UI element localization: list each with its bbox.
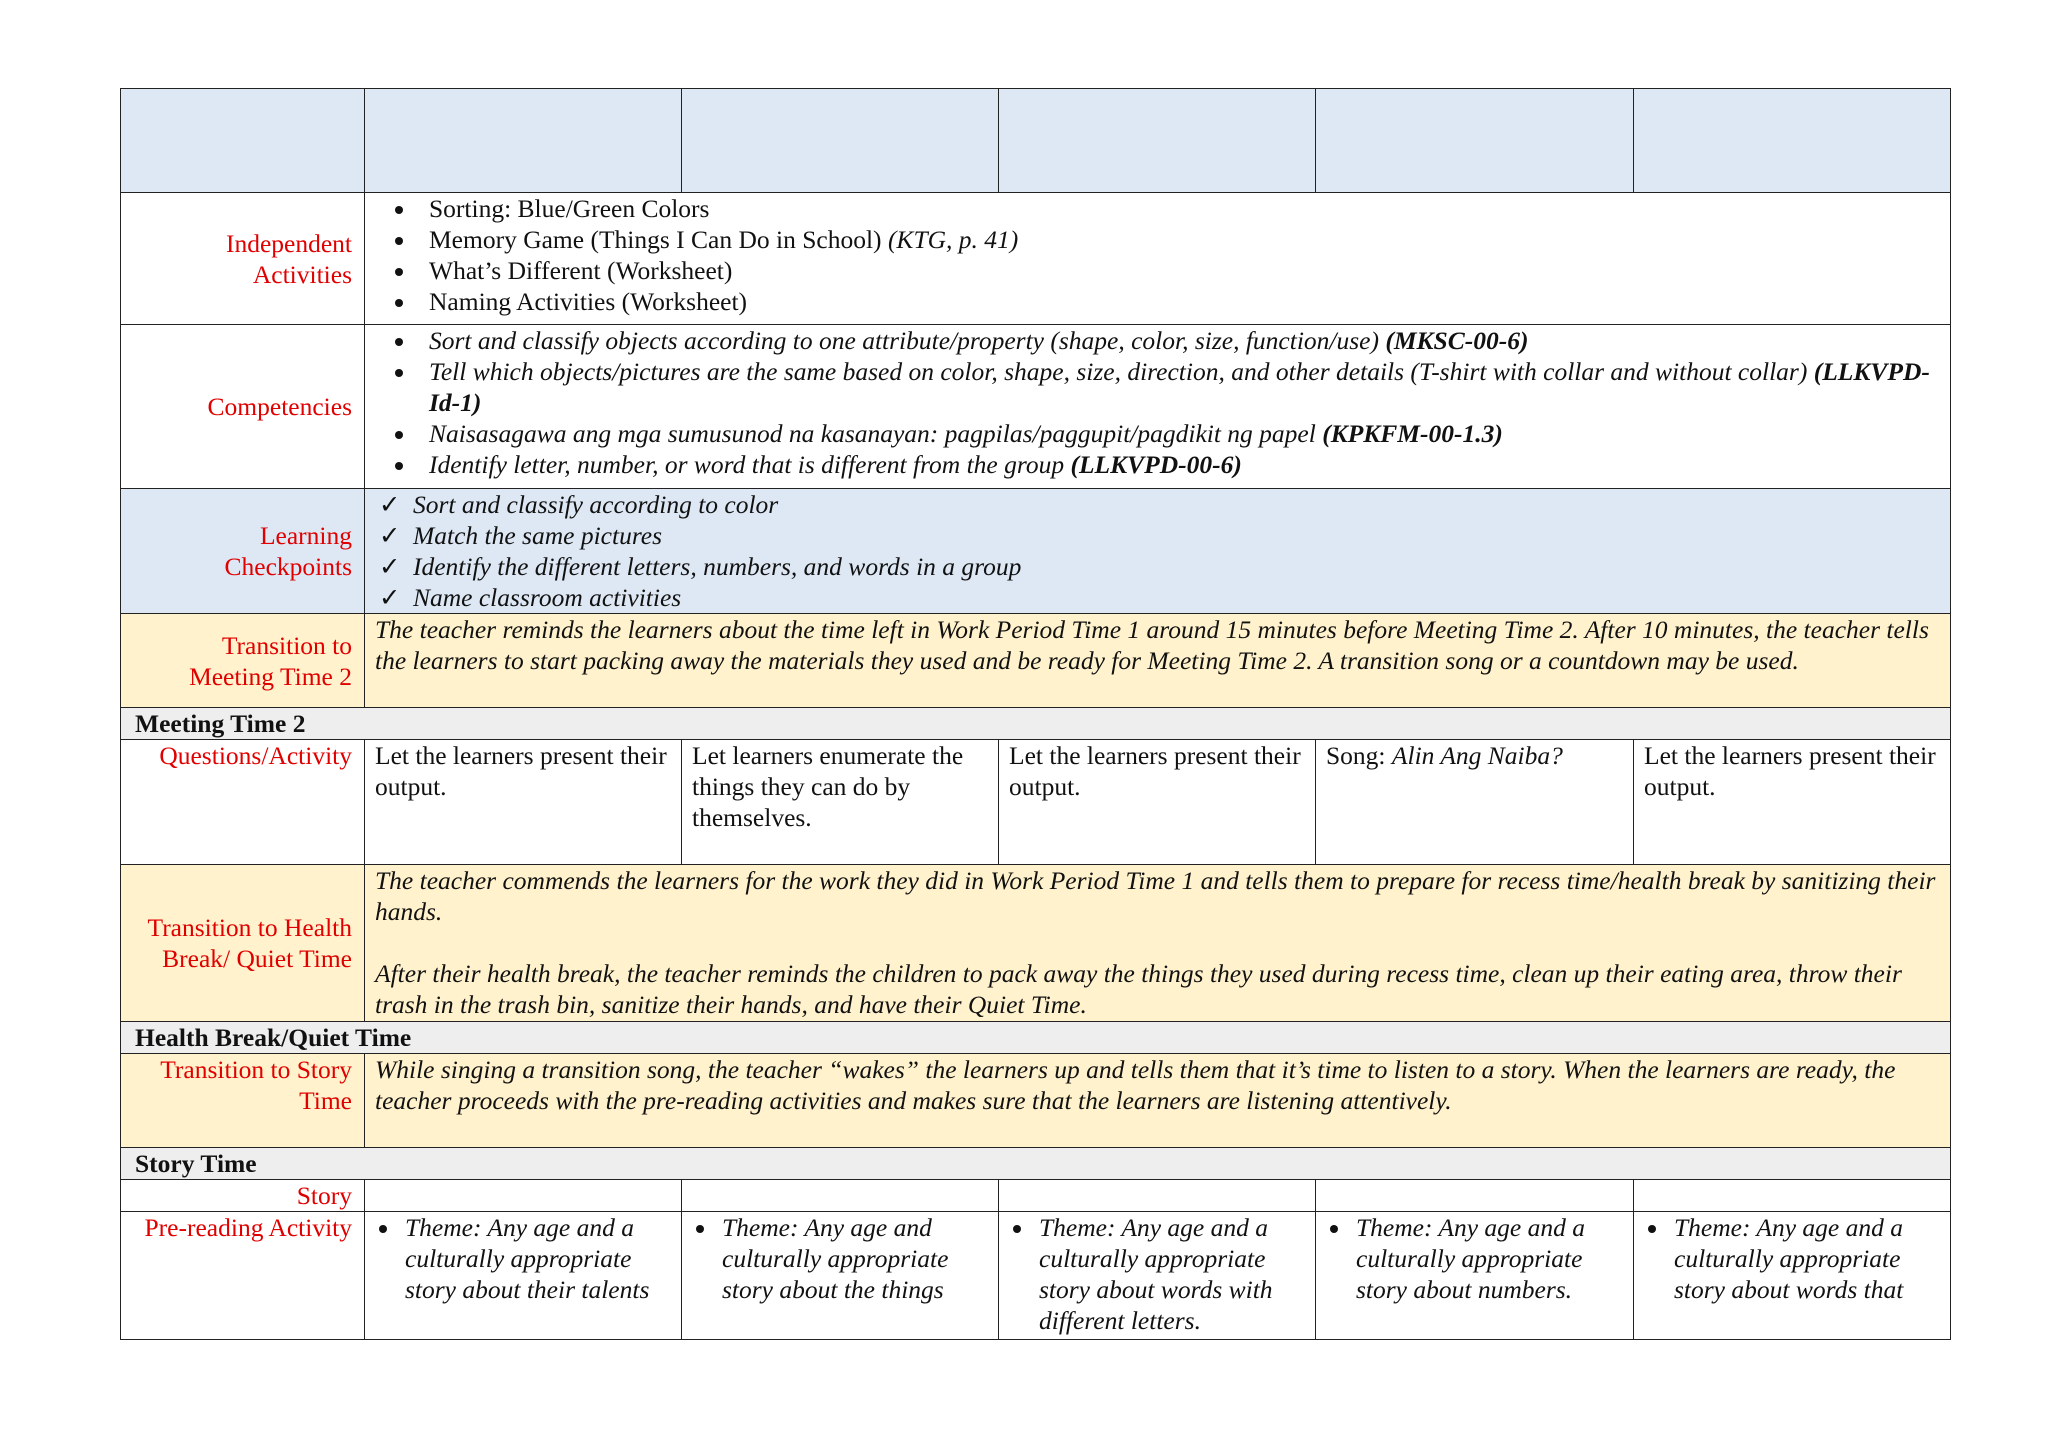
story-cell <box>682 1180 999 1212</box>
list-item: • Theme: Any age and a culturally appropriate story about their talents <box>401 1212 671 1305</box>
checkmark-icon: ✓ <box>379 583 401 612</box>
checkmark-icon: ✓ <box>379 521 401 550</box>
prereading-cell <box>999 1212 1316 1340</box>
story-cell <box>365 1180 682 1212</box>
header-cell <box>1316 89 1634 193</box>
prereading-cell <box>365 1212 682 1340</box>
independent-activities-label: Independent Activities <box>121 193 365 325</box>
transition-story-label: Transition to Story Time <box>121 1054 365 1148</box>
activity-cell: Let learners enumerate the things they can do by themselves. <box>682 740 999 865</box>
independent-activities-list <box>375 193 1940 317</box>
list-item: • Naisasagawa ang mga sumusunod na kasanayan: pagpilas/paggupit/pagdikit ng papel (KPKFM-00-1.3) <box>417 418 1940 449</box>
list-item: • Sort and classify objects according to one attribute/property (shape, color, size, function/use) (MKSC-00-6) <box>417 325 1940 356</box>
checkpoints-list <box>375 489 1940 613</box>
list-item: • Theme: Any age and a culturally appropriate story about words with different letters. <box>1035 1212 1305 1336</box>
transition-health-cell <box>365 865 1951 1022</box>
story-time-title: Story Time <box>121 1148 1951 1180</box>
header-cell <box>365 89 682 193</box>
story-cell <box>1634 1180 1951 1212</box>
competencies-cell <box>365 325 1951 489</box>
independent-activities-row <box>121 193 1951 325</box>
list-item: • Sorting: Blue/Green Colors <box>417 193 1940 224</box>
list-item: • Tell which objects/pictures are the same based on color, shape, size, direction, and other details (T-shirt with collar and without collar) (LLKVPD-Id-1) <box>417 356 1940 418</box>
competencies-label: Competencies <box>121 325 365 489</box>
activity-cell: Let the learners present their output. <box>1634 740 1951 865</box>
transition-health-paragraph: After their health break, the teacher reminds the children to pack away the things they used during recess time, clean up their eating area, throw their trash in the trash bin, sanitize their hands, and have their Quiet Time. <box>375 959 1902 1019</box>
transition-health-label: Transition to Health Break/ Quiet Time <box>121 865 365 1022</box>
list-item: • What’s Different (Worksheet) <box>417 255 1940 286</box>
list-item: ✓ Name classroom activities <box>379 583 682 612</box>
list-item: • Theme: Any age and culturally appropriate story about the things <box>718 1212 988 1305</box>
questions-activity-label: Questions/Activity <box>121 740 365 865</box>
meeting-time-header-row <box>121 708 1951 740</box>
transition-meeting-text: The teacher reminds the learners about the time left in Work Period Time 1 around 15 minutes before Meeting Time 2. After 10 minutes, the teacher tells the learners to start packing away the materials they used and be ready for Meeting Time 2. A transition song or a countdown may be used. <box>365 614 1951 708</box>
transition-health-row <box>121 865 1951 1022</box>
header-row <box>121 89 1951 193</box>
learning-checkpoints-row <box>121 489 1951 614</box>
learning-checkpoints-label: Learning Checkpoints <box>121 489 365 614</box>
questions-activity-row <box>121 740 1951 865</box>
story-row <box>121 1180 1951 1212</box>
header-cell <box>1634 89 1951 193</box>
activity-cell: Let the learners present their output. <box>999 740 1316 865</box>
story-cell <box>999 1180 1316 1212</box>
independent-activities-cell <box>365 193 1951 325</box>
list-item: • Theme: Any age and a culturally appropriate story about numbers. <box>1352 1212 1623 1305</box>
checkmark-icon: ✓ <box>379 552 401 581</box>
header-cell <box>682 89 999 193</box>
story-time-header-row <box>121 1148 1951 1180</box>
prereading-cell <box>682 1212 999 1340</box>
story-cell <box>1316 1180 1634 1212</box>
competencies-list <box>375 325 1940 480</box>
list-item: • Naming Activities (Worksheet) <box>417 286 1940 317</box>
header-cell <box>999 89 1316 193</box>
list-item: ✓ Sort and classify according to color <box>379 490 779 519</box>
competencies-row <box>121 325 1951 489</box>
list-item: • Identify letter, number, or word that is different from the group (LLKVPD-00-6) <box>417 449 1940 480</box>
checkmark-icon: ✓ <box>379 490 401 519</box>
activity-cell: Song: Alin Ang Naiba? <box>1316 740 1634 865</box>
learning-checkpoints-cell <box>365 489 1951 614</box>
lesson-plan-table <box>120 88 1951 1340</box>
transition-story-row <box>121 1054 1951 1148</box>
meeting-time-title: Meeting Time 2 <box>121 708 1951 740</box>
story-label: Story <box>121 1180 365 1212</box>
list-item: ✓ Identify the different letters, numbers, and words in a group <box>379 552 1022 581</box>
health-break-title: Health Break/Quiet Time <box>121 1022 1951 1054</box>
prereading-row <box>121 1212 1951 1340</box>
prereading-cell <box>1316 1212 1634 1340</box>
transition-meeting-row <box>121 614 1951 708</box>
prereading-cell <box>1634 1212 1951 1340</box>
health-break-header-row <box>121 1022 1951 1054</box>
prereading-label: Pre-reading Activity <box>121 1212 365 1340</box>
transition-health-paragraph: The teacher commends the learners for the work they did in Work Period Time 1 and tells them to prepare for recess time/health break by sanitizing their hands. <box>375 866 1936 926</box>
header-cell <box>121 89 365 193</box>
list-item: ✓ Match the same pictures <box>379 521 663 550</box>
list-item: • Theme: Any age and a culturally appropriate story about words that <box>1670 1212 1940 1305</box>
transition-meeting-label: Transition to Meeting Time 2 <box>121 614 365 708</box>
transition-story-text: While singing a transition song, the teacher “wakes” the learners up and tells them that it’s time to listen to a story. When the learners are ready, the teacher proceeds with the pre-reading activities and makes sure that the learners are listening attentively. <box>365 1054 1951 1148</box>
list-item: • Memory Game (Things I Can Do in School) (KTG, p. 41) <box>417 224 1940 255</box>
activity-cell: Let the learners present their output. <box>365 740 682 865</box>
